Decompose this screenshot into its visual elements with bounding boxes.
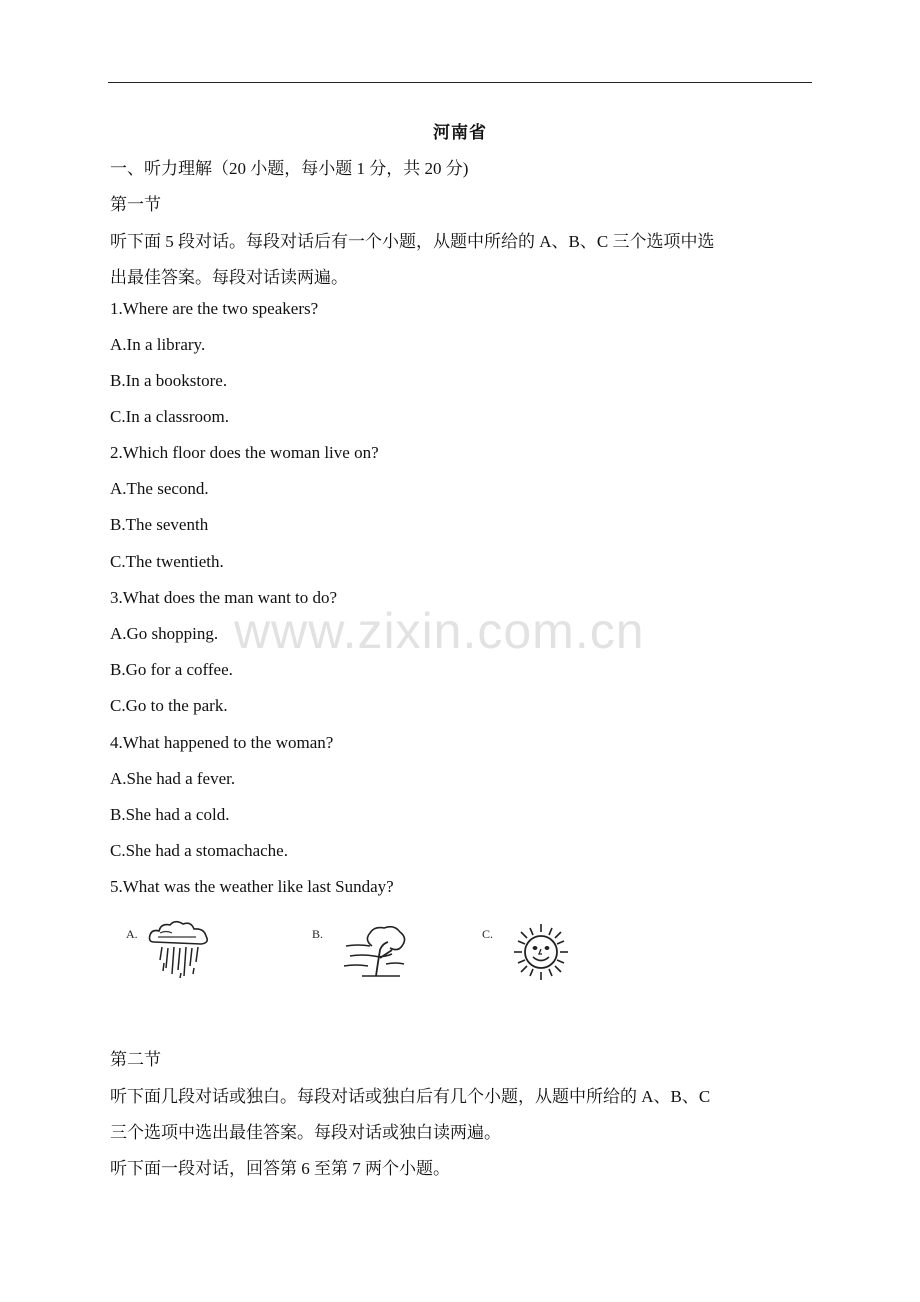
option-3b: B.Go for a coffee. <box>110 660 233 679</box>
page-title: 河南省 <box>433 123 487 142</box>
option-1c: C.In a classroom. <box>110 407 229 426</box>
header-rule <box>108 82 812 83</box>
question-4: 4.What happened to the woman? <box>110 733 334 752</box>
question-2: 2.Which floor does the woman live on? <box>110 443 379 462</box>
option-4b: B.She had a cold. <box>110 805 230 824</box>
question-1: 1.Where are the two speakers? <box>110 299 319 318</box>
question-3: 3.What does the man want to do? <box>110 588 338 607</box>
option-1a: A.In a library. <box>110 335 206 354</box>
option-4c: C.She had a stomachache. <box>110 841 288 860</box>
part2-instructions-line2: 三个选项中选出最佳答案。每段对话或独白读两遍。 <box>110 1123 501 1142</box>
rain-cloud-icon <box>146 918 214 980</box>
part2-instructions-line1: 听下面几段对话或独白。每段对话或独白后有几个小题，从题中所给的 A、B、C <box>110 1087 711 1106</box>
watermark: www.zixin.com.cn <box>234 603 645 659</box>
weather-option-c-label: C. <box>482 927 494 941</box>
part2-sub-instruction: 听下面一段对话，回答第 6 至第 7 两个小题。 <box>110 1159 450 1178</box>
weather-option-b-label: B. <box>312 927 324 941</box>
option-2b: B.The seventh <box>110 515 209 534</box>
question-5: 5.What was the weather like last Sunday? <box>110 877 394 896</box>
part2-label: 第二节 <box>110 1050 161 1069</box>
option-2a: A.The second. <box>110 479 209 498</box>
option-1b: B.In a bookstore. <box>110 371 228 390</box>
part1-label: 第一节 <box>110 195 161 214</box>
part1-instructions-line2: 出最佳答案。每段对话读两遍。 <box>110 268 348 287</box>
option-2c: C.The twentieth. <box>110 552 224 571</box>
option-4a: A.She had a fever. <box>110 769 236 788</box>
option-3a: A.Go shopping. <box>110 624 219 643</box>
windy-tree-icon <box>342 918 414 980</box>
sun-icon <box>512 922 570 982</box>
weather-option-a-label: A. <box>126 927 138 941</box>
option-3c: C.Go to the park. <box>110 696 228 715</box>
part1-instructions-line1: 听下面 5 段对话。每段对话后有一个小题，从题中所给的 A、B、C 三个选项中选 <box>110 232 715 251</box>
section-heading: 一、听力理解（20 小题，每小题 1 分，共 20 分) <box>110 159 469 178</box>
